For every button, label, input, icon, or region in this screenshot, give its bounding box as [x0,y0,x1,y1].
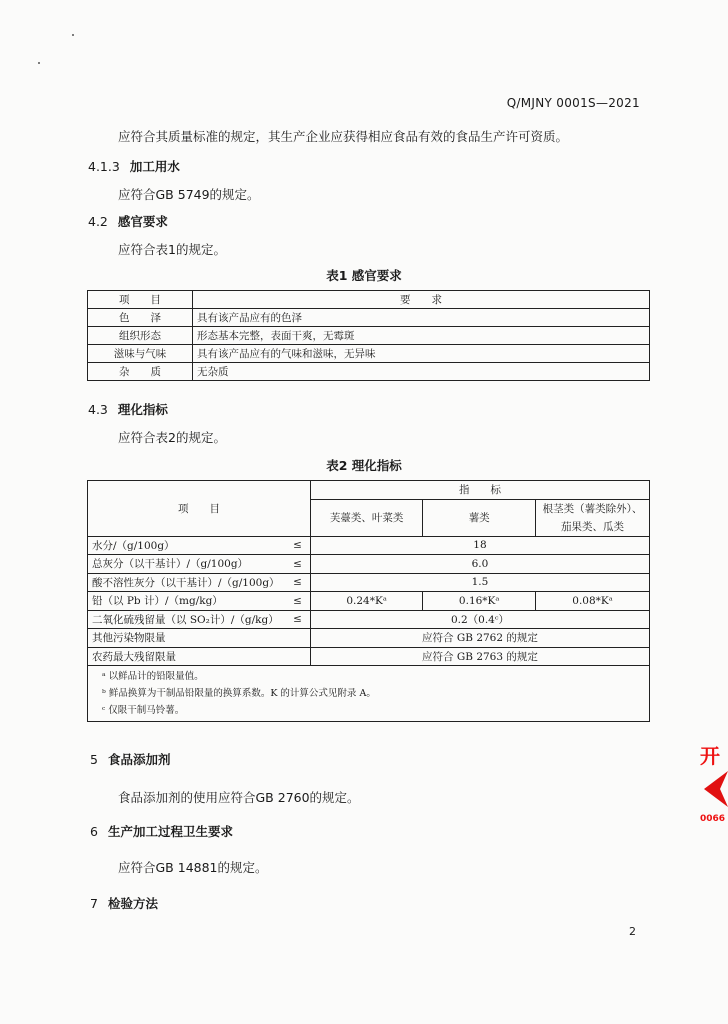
value-cell: 0.24*Kᵃ [310,592,422,611]
table-row [88,555,650,574]
header-cell: 项 目 [88,291,193,309]
table-header-row [88,291,650,309]
item-cell: 滋味与气味 [88,345,193,363]
value-cell: 18 [310,536,649,555]
requirement-cell: 具有该产品应有的气味和滋味，无异味 [193,345,650,363]
le-symbol: ≤ [284,573,311,592]
scan-speck [38,62,40,64]
item-cell: 色 泽 [88,309,193,327]
table1-caption: 表1 感官要求 [326,268,402,283]
table-row [88,610,650,629]
category-header: 薯类 [423,499,536,536]
item-cell: 其他污染物限量 [88,629,311,648]
footnote: ᵇ 鲜品换算为干制品铅限量的换算系数。K 的计算公式见附录 A。 [102,688,376,699]
section-4-1-3-heading: 4.1.3 加工用水 [88,159,180,174]
table-row [88,629,650,648]
item-header: 项 目 [88,481,311,537]
section-6-heading: 6 生产加工过程卫生要求 [90,824,233,839]
section-4-2-heading: 4.2 感官要求 [88,214,168,229]
page-number: 2 [629,925,636,938]
requirement-cell: 具有该产品应有的色泽 [193,309,650,327]
value-cell: 6.0 [310,555,649,574]
intro-paragraph: 应符合其质量标准的规定，其生产企业应获得相应食品有效的食品生产许可资质。 [118,129,569,144]
table-row [88,363,650,381]
item-cell: 组织形态 [88,327,193,345]
table2-caption: 表2 理化指标 [326,458,402,473]
table-row [88,647,650,666]
standard-code: Q/MJNY 0001S—2021 [506,96,640,110]
section-5-heading: 5 食品添加剂 [90,752,171,767]
section-4-1-3-text: 应符合GB 5749的规定。 [118,187,260,202]
item-cell: 酸不溶性灰分（以干基计）/（g/100g） [88,573,284,592]
le-symbol: ≤ [284,610,311,629]
index-header: 指 标 [310,481,649,500]
footnote: ᵃ 以鲜品计的铅限量值。 [102,671,204,682]
table-notes [88,666,650,722]
section-4-3-heading: 4.3 理化指标 [88,402,168,417]
category-header: 根茎类（薯类除外）、 茄果类、瓜类 [536,499,650,536]
section-7-heading: 7 检验方法 [90,896,158,911]
value-cell: 应符合 GB 2762 的规定 [310,629,649,648]
physicochemical-table [87,480,650,722]
table-row [88,573,650,592]
section-6-text: 应符合GB 14881的规定。 [118,860,268,875]
red-seal-stamp: 开 0066 [700,740,728,850]
item-cell: 农药最大残留限量 [88,647,311,666]
le-symbol: ≤ [284,555,311,574]
table-row [88,536,650,555]
item-cell: 杂 质 [88,363,193,381]
value-cell: 0.16*Kᵃ [423,592,536,611]
value-cell: 0.08*Kᵃ [536,592,650,611]
value-cell: 1.5 [310,573,649,592]
sensory-table [87,290,650,381]
table-row [88,309,650,327]
table-row [88,327,650,345]
section-5-text: 食品添加剂的使用应符合GB 2760的规定。 [118,790,360,805]
scan-speck [72,34,74,36]
section-4-2-text: 应符合表1的规定。 [118,242,226,257]
item-cell: 总灰分（以干基计）/（g/100g） [88,555,284,574]
le-symbol: ≤ [284,592,311,611]
footnote: ᶜ 仅限干制马铃薯。 [102,705,185,716]
value-cell: 应符合 GB 2763 的规定 [310,647,649,666]
category-header: 芙薹类、叶菜类 [310,499,422,536]
le-symbol: ≤ [284,536,311,555]
header-cell: 要 求 [193,291,650,309]
item-cell: 铅（以 Pb 计）/（mg/kg） [88,592,284,611]
value-cell: 0.2（0.4ᶜ） [310,610,649,629]
requirement-cell: 形态基本完整，表面干爽，无霉斑 [193,327,650,345]
item-cell: 水分/（g/100g） [88,536,284,555]
section-4-3-text: 应符合表2的规定。 [118,430,226,445]
seal-star-fragment [700,769,728,809]
table-row [88,592,650,611]
item-cell: 二氧化硫残留量（以 SO₂计）/（g/kg） [88,610,284,629]
requirement-cell: 无杂质 [193,363,650,381]
table-row [88,345,650,363]
